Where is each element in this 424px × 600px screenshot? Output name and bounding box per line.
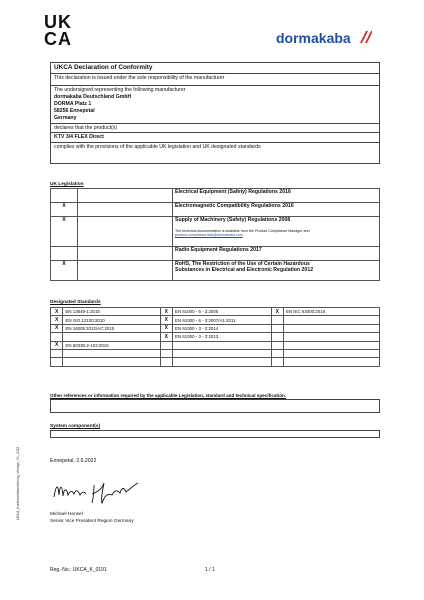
- product-name: KTV 3/4 FLEX Direct: [54, 134, 104, 140]
- document-title: UKCA Declaration of Conformity: [54, 64, 153, 71]
- standard-name: [173, 349, 272, 357]
- legislation-mark: X: [51, 203, 78, 217]
- other-references-heading: Other references or information required by the applicable Legislation, standard and technical specification.: [50, 393, 287, 398]
- standard-name: [283, 358, 379, 366]
- standard-name: EN 13849-1:2015: [63, 308, 160, 316]
- table-row: [51, 189, 380, 203]
- standard-mark: X: [51, 308, 63, 316]
- table-row: [51, 358, 380, 366]
- standard-name: EN 61000 - 6 - 3:2007/A1:2011: [173, 316, 272, 324]
- table-row: [51, 333, 380, 341]
- standard-name: EN ISO 12100:2010: [63, 316, 160, 324]
- standards-heading: Designated Standards: [50, 300, 101, 305]
- manufacturer-intro: The undersigned representing the following manufacturer: [54, 87, 186, 93]
- table-row: [51, 341, 380, 349]
- standard-mark: [160, 349, 172, 357]
- standard-name: [173, 358, 272, 366]
- company-street: DORMA Platz 1: [54, 101, 92, 107]
- complies-text: complies with the provisions of the applicable UK legislation and UK designated standards: [54, 144, 261, 150]
- signatory-name: Michael Hensel: [50, 512, 83, 517]
- standard-name: [63, 358, 160, 366]
- table-row: [51, 261, 380, 281]
- standard-mark: [271, 333, 283, 341]
- legislation-title: Electrical Equipment (Safety) Regulations 2016: [173, 189, 380, 203]
- standard-name: [283, 341, 379, 349]
- table-row: [51, 217, 380, 247]
- declares-text: declares that the product(s): [54, 125, 118, 131]
- standard-name: EN 61000 - 3 - 2:2014: [173, 324, 272, 332]
- standard-name: EN IEC 63000:2018: [283, 308, 379, 316]
- company-city: 58256 Ennepetal: [54, 108, 95, 114]
- legislation-mark: [51, 247, 78, 261]
- standard-name: [283, 349, 379, 357]
- standard-mark: [271, 316, 283, 324]
- table-row: [51, 316, 380, 324]
- standard-mark: [271, 358, 283, 366]
- standard-name: [63, 349, 160, 357]
- standard-mark: [51, 333, 63, 341]
- standard-mark: X: [160, 333, 172, 341]
- system-components-box: [50, 430, 380, 438]
- legislation-title: RoHS, The Restriction of the Use of Certain Hazardous: [175, 261, 310, 267]
- handwritten-signature: [50, 475, 150, 511]
- standard-mark: [51, 358, 63, 366]
- legislation-heading: UK Legislation: [50, 182, 84, 187]
- standard-mark: X: [51, 316, 63, 324]
- standard-name: [283, 324, 379, 332]
- table-row: [51, 247, 380, 261]
- signatory-title: Senior Vice President Region Germany: [50, 519, 134, 524]
- header-box: [50, 62, 380, 164]
- standard-mark: X: [160, 324, 172, 332]
- standard-mark: [160, 358, 172, 366]
- footer-page-number: 1 / 1: [205, 567, 215, 573]
- subtitle: This declaration is issued under the sole responsibility of the manufacturer: [54, 75, 225, 81]
- standard-name: [173, 341, 272, 349]
- standard-name: EN 60335-2-103:2015: [63, 341, 160, 349]
- standard-name: [63, 333, 160, 341]
- compliance-email-link[interactable]: product-compliance.ttde@dormakaba.com: [175, 233, 243, 237]
- legislation-title: Supply of Machinery (Safety) Regulations 2008: [175, 217, 291, 223]
- legislation-note: The technical documentation is available from the Product Compliance Manager and: [175, 229, 310, 233]
- standard-mark: X: [51, 324, 63, 332]
- standard-name: EN 61000 - 6 - 2:2005: [173, 308, 272, 316]
- standard-name: [283, 333, 379, 341]
- standard-mark: [271, 341, 283, 349]
- table-row: [51, 349, 380, 357]
- standard-mark: X: [160, 308, 172, 316]
- legislation-title-cont: Substances in Electrical and Electronic Regulation 2012: [175, 267, 314, 273]
- standard-mark: X: [271, 308, 283, 316]
- standard-name: EN 61000 - 3 - 3:2013: [173, 333, 272, 341]
- company-name: dormakaba Deutschland GmbH: [54, 94, 132, 100]
- place-date: Ennepetal, 2.6.2022: [50, 458, 97, 464]
- system-components-heading: System component(s): [50, 424, 101, 429]
- legislation-table: [50, 188, 380, 281]
- dormakaba-mark-icon: [360, 31, 372, 43]
- standard-mark: [271, 349, 283, 357]
- legislation-title: Radio Equipment Regulations 2017: [173, 247, 380, 261]
- table-row: [51, 308, 380, 316]
- standard-mark: X: [51, 341, 63, 349]
- table-row: [51, 324, 380, 332]
- standard-name: [283, 316, 379, 324]
- dormakaba-logo: dormakaba: [276, 30, 351, 46]
- sidebar-template-text: UKCA_Konformitätserklärung_Vorlage_V1_2022: [16, 446, 20, 520]
- company-country: Germany: [54, 115, 77, 121]
- table-row: [51, 203, 380, 217]
- standard-mark: [51, 349, 63, 357]
- other-references-box: [50, 399, 380, 413]
- legislation-mark: X: [51, 261, 78, 281]
- ukca-logo: UK CA: [44, 12, 72, 49]
- legislation-mark: [51, 189, 78, 203]
- footer-reg-no: Reg.-No.: UKCA_K_0191: [50, 567, 107, 573]
- legislation-title: Electromagnetic Compatibility Regulations 2016: [173, 203, 380, 217]
- legislation-mark: X: [51, 217, 78, 247]
- standard-name: EN 16005:2012/AC:2015: [63, 324, 160, 332]
- standard-mark: [160, 341, 172, 349]
- standard-mark: [271, 324, 283, 332]
- standards-table: [50, 307, 380, 367]
- standard-mark: X: [160, 316, 172, 324]
